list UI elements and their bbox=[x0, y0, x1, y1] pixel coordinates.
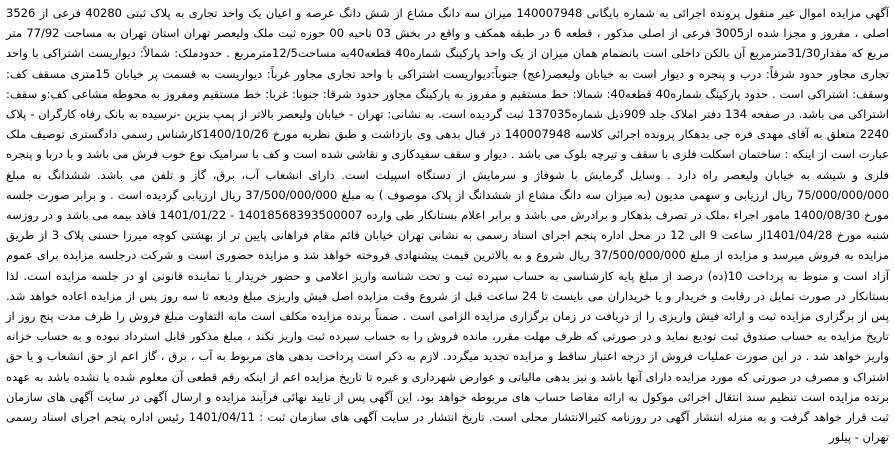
auction-notice-text: آگهی مزایده اموال غیر منقول پرونده اجرائی به شماره بایگانی 140007948 میزان سه دانگ مشاع از شش دانگ عرصه و اعیان یک واحد تجاری به پلاک ثبتی 40280 فرعی از 3526 اصلی ، مفروز و مجزا شده از3005 فرعی از اصلی مذکور ، قطعه 6 در طبقه همکف و واقع در بخش 03 ناحیه 00 حوزه ثبت ملک ولیعصر تهران استان تهران به مساحت 77/92 متر مربع که مقدار31/30مترمربع آن بالکن داخلی است بانضمام همان میزان از یک واحد پارکینگ شماره40 قطعه40به مساحت12/5مترمربع . حدودملک: شمالاً: دیواریست اشتراکی با واحد تجاری مجاور حدود شرقاً: درب و پنجره و دیوار است به خیابان ولیعصر(عج) جنوباً:دیواریست اشتراکی با واحد تجاری مجاور غرباً: دیواریست به قسمت پر خیابان 15متری مسقف کف: وسقف: اشتراکی است . حدود پارکینگ شماره40 قطعه40: شمالا: خط مستقیم و مفروز به پارکینگ مجاور حدود شرقا: جنوبا: غربا: خط مستقیم ومفروز به محوطه مشاعی کف:و سقف: اشتراکی می باشد. در صفحه 134 دفتر املاک جلد 909ذیل شماره137035 ثبت گردیده است. به نشانی: تهران - خیابان ولیعصر بالاتر از پمپ بنزین -نرسیده به بانک رفاه کارگران - پلاک 2240 متعلق به آقای مهدی فره جی بدهکار پرونده اجرائی کلاسه 140007948 در قبال بدهی وی بازداشت و طبق نظریه مورخ 1400/10/26کارشناس رسمی دادگستری توصیف ملک عبارت است از اینکه : ساختمان اسکلت فلزی با سقف و تیرچه بلوک می باشد . دیوار و سقف سفیدکاری و نقاشی شده است و کف با سرامیک نوع خوب فرش می باشد و با دربا و پنجره فلزی و شیشه به خیابان ولیعصر راه دارد . وسایل گرمایش با شوفاژ و سرمایش از دستگاه اسپیلت است. دارای انشعاب آب، برق، گاز و تلفن می باشد. ششدانگ به مبلغ 75/000/000/000 ریال ارزیابی و سهمی مدیون (به میزان سه دانگ مشاع از ششدانگ از پلاک موصوف ) به مبلغ 37/500/000/000 ریال ارزیابی گردیده است . و برابر صورت جلسه مورخ 1400/08/30 مامور اجراء ،ملک در تصرف بدهکار و برادرش می باشد و برابر اعلام بستانکار طی وارده 14018568393500007 - 1401/01/22 فاقد بیمه می باشد و در روزسه شنبه مورخ 1401/04/28از ساعت 9 الی 12 در محل اداره پنجم اجرای اسناد رسمی به نشانی تهران خیابان قائم مقام فراهانی پایین تر از بهشتی کوچه میرزا حسنی پلاک 3 از طریق مزایده به فروش میرسد و مزایده از مبلغ 37/500/000/000 ریال شروع و به بالاترین قیمت پیشنهادی فروخته خواهد شد و مزایده حضوری است و شرکت درجلسه مزایده برای عموم آزاد است و منوط به پرداخت 10(ده) درصد از مبلغ پایه کارشناسی به حساب سپرده ثبت و تحت شناسه واریز اعلامی و حضور خریدار یا نماینده قانونی او در جلسه مزایده است. لذا بستانکار در صورت تمایل در رقابت و خریدار و یا خریداران می بایست تا 24 ساعت قبل از شروع وقت مزایده اصل فیش واریزی مبلغ ودیعه تا سه روز پس از مزایده اعاده خواهد شد. پس از برگزاری مزایده ثبت و ارائه فیش واریزی را از دریافت در زمان برگزاری مزایده الزامی است . ضمناً برنده مزایده مکلف است مابه التفاوت مبلغ فروش را ظرف مدت پنج روز از تاریخ مزایده به حساب صندوق ثبت تودیع نماید و در صورتی که ظرف مهلت مقرر، مانده فروش را به حساب سپرده ثبت واریز نکند ، مبلغ مذکور قابل استرداد نبوده و به حساب خزانه واریز خواهد شد . در این صورت عملیات فروش از درجه اعتبار ساقط و مزایده تجدید میگردد. لازم به ذکر است پرداخت بدهی های مربوط به آب ، برق ، گاز اعم از حق انشعاب و یا حق اشتراک و مصرف در صورتی که مورد مزایده دارای آنها باشد و نیز بدهی مالیاتی و عوارض شهرداری و غیره تا تاریخ مزایده اعم از اینکه رقم قطعی آن معلوم شده یا نشده باشد به عهده برنده مزایده است تنظیم سند انتقال اجرائی موکول به ارائه مفاصا حساب های مربوطه خواهد بود. این آگهی پس از تایید نهائی فرآیند مزایده و ارسال آگهی در سایت آگهی های سازمان ثبت قرار خواهد گرفت و به منزله انتشار آگهی در روزنامه کثیرالانتشار محلی است. تاریخ انتشار در سایت آگهی های سازمان ثبت : 1401/04/11 رئیس اداره پنجم اجرای اسناد رسمی تهران - پیلور bbox=[6, 6, 890, 445]
